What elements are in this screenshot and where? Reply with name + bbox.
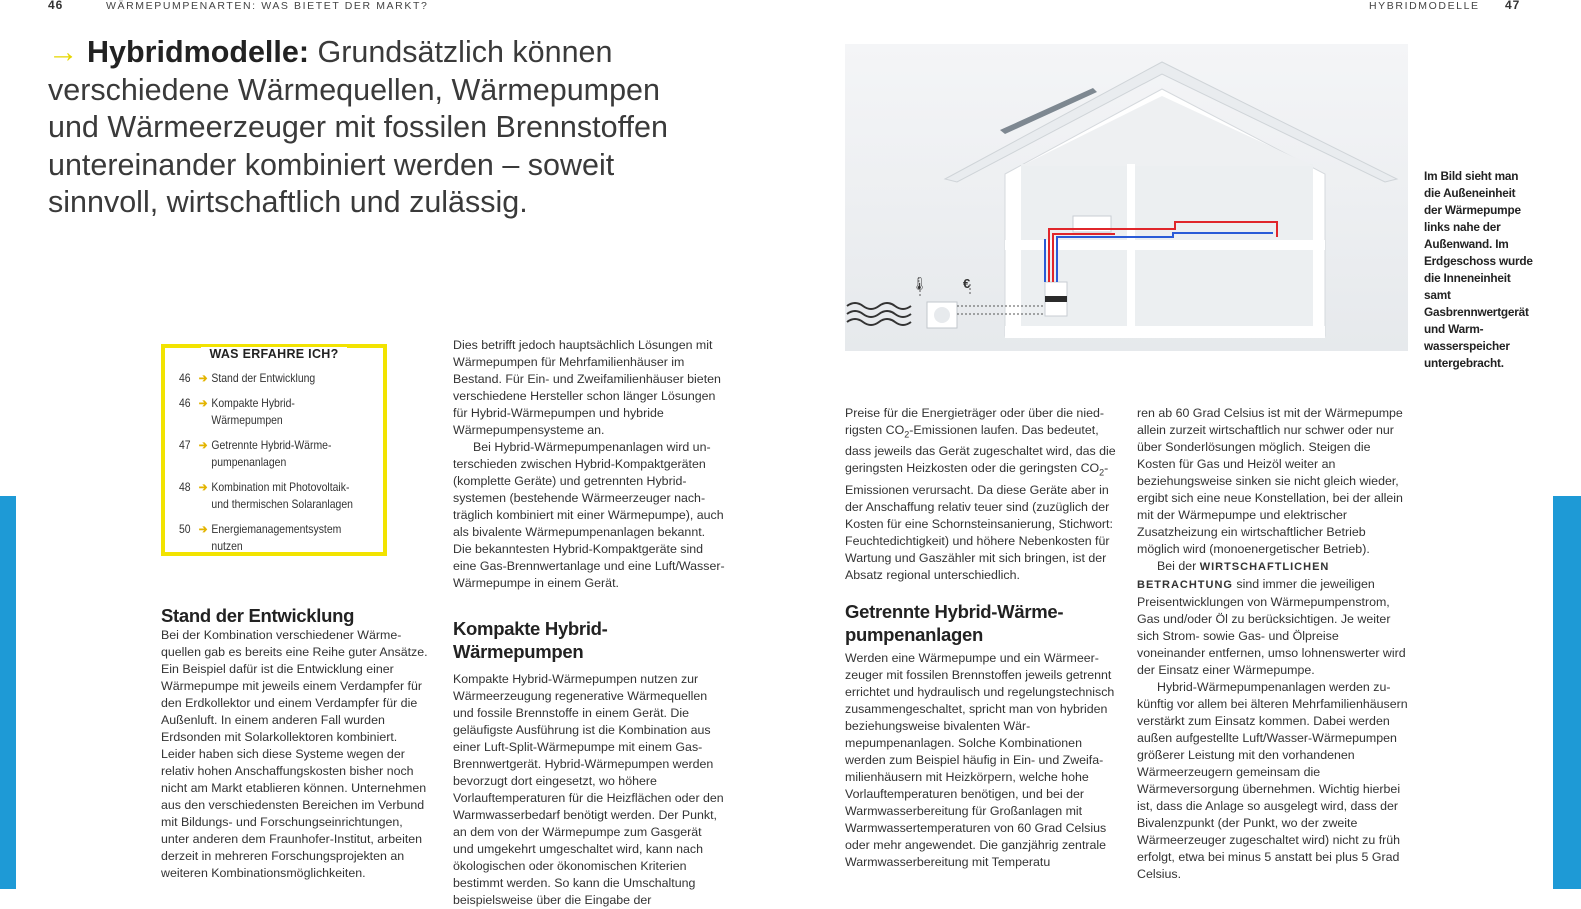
section-heading: Kompakte Hybrid-Wärmepumpen [453, 618, 608, 662]
arrow-icon: ➔ [198, 397, 208, 410]
text-run: -Emissionen verursacht. Da diese Geräte aber in der Anschaffung relativ teuer sind (zuzüglich der Kosten für eine Schornsteinsanierung, Stichwort: Feuchtedichtigkeit) und höhere Nebenkosten für Wartung und Gaszähler mit sich bringen, ist der Absatz regional unterschiedlich. [845, 461, 1113, 582]
column-1 [161, 604, 433, 882]
text-run: sind immer die jeweiligen Preisentwicklungen von Wärmepumpenstrom, Gas und/oder Öl zu berücksichtigen. Je weiter sich Strom- sowie Gas- und Ölpreise voneinander entfernen, umso lohnenswerter wird der Einsatz einer Wärmepumpe. [1137, 577, 1406, 677]
arrow-right-icon: → [48, 35, 79, 69]
house-illustration [845, 44, 1408, 351]
left-edge-bar [0, 496, 16, 889]
body-paragraph: Bei der Kombination verschiedener Wärmequellen gab es bereits eine Reihe guter Ansätze. Ein Beispiel dafür ist die Entwicklung einer Wärmepumpe mit jeweils einem Verdampfer für den Erdkollektor und einem Verdampfer für die Außenluft. In einem anderen Fall wurden Erdsonden mit Solarkollektoren kombiniert. Leider haben sich diese Systeme wegen der relativ hohen Anschaffungskosten bisher noch nicht am Markt etablieren können. Unternehmen aus den verschiedensten Bereichen im Verbund mit Bildungs- und Forschungseinrichtungen, unter anderen dem Fraunhofer-Institut, arbeiten derzeit in mehreren Forschungsprojekten an weiteren Kombinationsmöglichkeiten. [161, 628, 428, 880]
body-paragraph: Bei Hybrid-Wärmepumpenanlagen wird unterschieden zwischen Hybrid-Kompaktgeräten (komplette Geräte) und getrennten Hybridsystemen (bestehende Wärmeerzeuger nachträglich kombiniert mit einer Wärmepumpe), auch als bivalente Wärmepumpenanlagen bekannt. Die bekanntesten Hybrid-Kompaktgeräte sind eine Gas-Brennwertanlage und eine Luft/Wasser-Wärmepumpe in einem Gerät. [453, 440, 725, 590]
column-3 [845, 405, 1117, 871]
text-run: Bei der [1157, 559, 1200, 573]
toc-list [179, 370, 359, 563]
left-running-title: WÄRMEPUMPENARTEN: WAS BIETET DER MARKT? [106, 0, 429, 12]
toc-item [179, 479, 359, 513]
toc-page: 47 [179, 439, 191, 452]
body-paragraph: Hybrid-Wärmepumpenanlagen werden zukünftig vor allem bei älteren Mehrfamilienhäusern verstärkt zum Einsatz kommen. Dabei werden außen aufgestellte Luft/Wasser-Wärmepumpen größerer Leistung mit den vorhandenen Wärmeerzeugern gemeinsam die Wärmeversorgung übernehmen. Wichtig hierbei ist, dass die Anlage so ausgelegt wird, dass der Bivalenzpunkt (der Punkt, wo der zweite Wärmeerzeuger zugeschaltet wird) nicht zu früh erfolgt, etwa bei minus 5 anstatt bei plus 5 Grad Celsius. [1137, 680, 1408, 881]
right-running-title: HYBRIDMODELLE [1369, 0, 1480, 12]
column-2 [453, 337, 725, 909]
intro-lead: Hybridmodelle: [86, 35, 309, 69]
text-run: Preise für die Energieträger oder über die niedrigsten CO [845, 406, 1104, 437]
toc-title: WAS ERFAHRE ICH? [201, 347, 346, 361]
subscript: 2 [1099, 467, 1105, 478]
left-page-number: 46 [48, 0, 64, 12]
body-paragraph [845, 405, 1117, 584]
toc-page: 50 [179, 523, 191, 536]
euro-icon: € [963, 276, 971, 291]
arrow-icon: ➔ [198, 372, 208, 385]
figure-caption: Im Bild sieht man die Außeneinheit der Wärmepumpe links nahe der Außenwand. Im Erdgeschoss wurde die Inneneinheit samt Gasbrennwertgerät und Warmwasserspeicher untergebracht. [1424, 169, 1533, 370]
small-caps-term: WIRTSCHAFTLICHEN BETRACHTUNG [1137, 561, 1330, 591]
toc-label: Kombination mit Photovoltaik- und thermischen Solaranlagen [211, 481, 353, 511]
intro-paragraph [48, 34, 688, 222]
house-svg [845, 44, 1408, 351]
subscript: 2 [904, 429, 910, 440]
toc-item [179, 437, 359, 471]
arrow-icon: ➔ [198, 439, 208, 452]
section-heading: Getrennte Hybrid-Wärmepumpenanlagen [845, 600, 1064, 645]
toc-label: Stand der Entwicklung [211, 372, 316, 385]
toc-item [179, 521, 359, 555]
body-paragraph [1137, 558, 1409, 679]
toc-box [161, 344, 387, 556]
thermometer-icon: 🌡 [911, 276, 928, 291]
toc-page: 46 [179, 397, 191, 410]
body-paragraph: ren ab 60 Grad Celsius ist mit der Wärmepumpe allein zurzeit wirtschaftlich nur schwer oder nur über Sonderlösungen möglich. Steigen die Kosten für Gas und Heizöl weiter an beziehungsweise sinken sie nicht gleich wieder, ergibt sich eine neue Konstellation, bei der allein mit der Wärmepumpe und elektrischer Zusatzheizung ein wirtschaftlicher Betrieb möglich wird (monoenergetischer Betrieb). [1137, 406, 1403, 556]
body-paragraph: Kompakte Hybrid-Wärmepumpen nutzen zur Wärmeerzeugung regenerative Wärmequellen und fossile Brennstoffe in einem Gerät. Die geläufigste Ausführung ist die Kombination aus einer Luft-Split-Wärmepumpe mit einem Gas-Brennwertgerät. Hybrid-Wärmepumpen werden bevorzugt dort eingesetzt, wo höhere Vorlauftemperaturen für die Heizflächen oder den Warmwasserbedarf benötigt werden. Der Punkt, an dem von der Wärmepumpe zum Gasgerät und umgekehrt umgeschaltet wird, kann nach ökologischen oder ökonomischen Kriterien bestimmt werden. So kann die Umschaltung beispielsweise über die Eingabe der [453, 672, 724, 907]
toc-page: 46 [179, 372, 191, 385]
arrow-icon: ➔ [198, 481, 208, 494]
right-edge-bar [1553, 496, 1581, 889]
toc-item [179, 370, 359, 387]
toc-page: 48 [179, 481, 191, 494]
arrow-icon: ➔ [198, 523, 208, 536]
intro-text: Grundsätzlich können verschiedene Wärmequellen, Wärmepumpen und Wärmeerzeuger mit fossilen Brennstoffen untereinander kombiniert werden – soweit sinnvoll, wirtschaftlich und zulässig. [48, 35, 668, 219]
right-page-number: 47 [1505, 0, 1521, 12]
body-paragraph: Dies betrifft jedoch hauptsächlich Lösungen mit Wärmepumpen für Mehrfamilienhäuser im Bestand. Für Ein- und Zweifamilienhäuser bieten verschiedene Hersteller schon länger Lösungen für Hybrid-Wärmepumpen und hybride Wärmepumpensysteme an. [453, 338, 721, 437]
toc-item [179, 395, 359, 429]
body-paragraph: Werden eine Wärmepumpe und ein Wärmeerzeuger mit fossilen Brennstoffen jeweils getrennt errichtet und hydraulisch und regelungstechnisch zusammengeschaltet, spricht man von hybriden beziehungsweise bivalenten Wärmepumpenanlagen. Solche Kombinationen werden zum Beispiel häufig in Ein- und Zweifamilienhäusern mit Heizkörpern, welche hohe Vorlauftemperaturen benötigen, und bei der Warmwasserbereitung für Großanlagen mit Warmwassertemperaturen von 60 Grad Celsius oder mehr angewendet. Die ganzjährig zentrale Warmwasserbereitung mit Temperatu [845, 650, 1115, 869]
column-4 [1137, 405, 1409, 883]
toc-label: Kompakte Hybrid-Wärmepumpen [211, 397, 295, 427]
toc-label: Energiemanagementsystem nutzen [211, 523, 342, 553]
toc-label: Getrennte Hybrid-Wärmepumpenanlagen [211, 439, 332, 469]
text-run: -Emissionen laufen. Das bedeutet, dass jeweils das Gerät zugeschaltet wird, das die geringsten Heizkosten oder die geringsten CO [845, 423, 1116, 476]
section-heading: Stand der Entwicklung [161, 605, 355, 626]
